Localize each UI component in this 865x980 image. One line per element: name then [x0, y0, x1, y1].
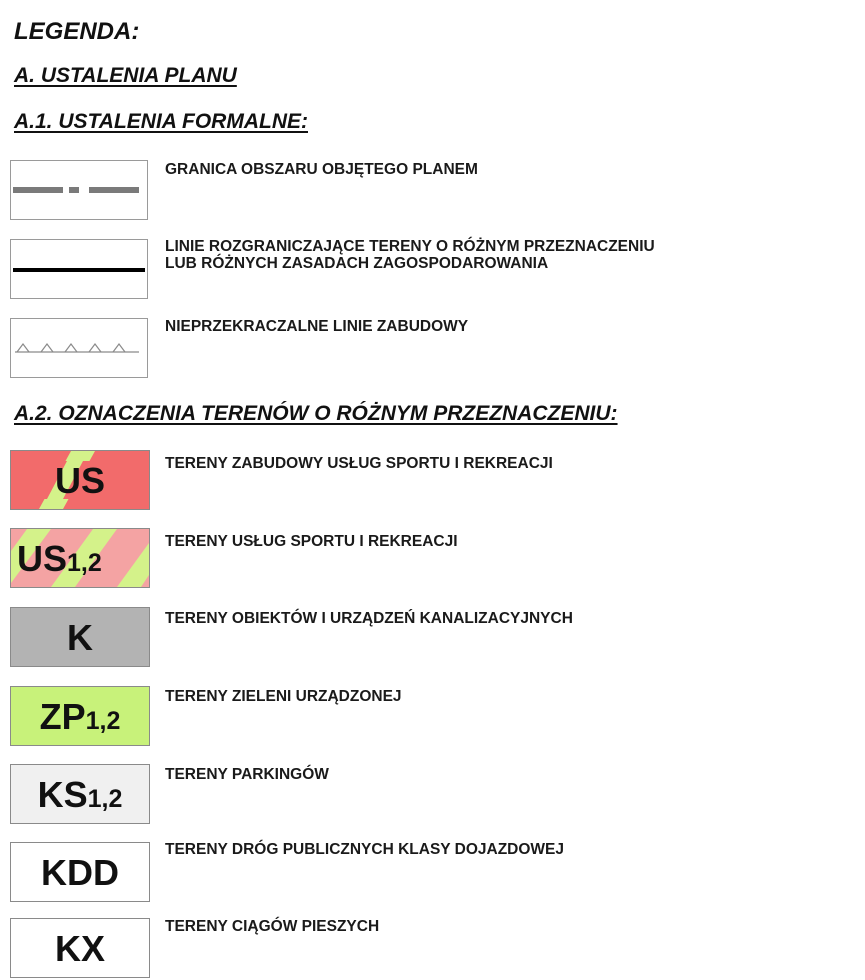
zone-us-symbol	[10, 450, 150, 510]
building-line-swatch	[10, 318, 148, 378]
zone-k-symbol	[10, 607, 150, 667]
demarcation-line-swatch	[10, 239, 148, 299]
plan-boundary-swatch	[10, 160, 148, 220]
zone-kx-label: TERENY CIĄGÓW PIESZYCH	[165, 918, 380, 935]
section-a2-heading: A.2. OZNACZENIA TERENÓW O RÓŻNYM PRZEZNACZENIU:	[14, 402, 618, 425]
zone-us12-symbol	[10, 528, 150, 588]
dashed-boundary-line-icon	[11, 161, 147, 219]
demarcation-line-label-line1: LINIE ROZGRANICZAJĄCE TERENY O RÓŻNYM PRZEZNACZENIU	[165, 238, 655, 255]
triangle-line-icon	[11, 319, 147, 377]
zone-us-label: TERENY ZABUDOWY USŁUG SPORTU I REKREACJI	[165, 455, 553, 472]
section-a-heading: A. USTALENIA PLANU	[14, 64, 237, 87]
zone-kdd-code: KDD	[41, 852, 119, 893]
demarcation-line-label-line2: LUB RÓŻNYCH ZASADACH ZAGOSPODAROWANIA	[165, 255, 549, 272]
zone-us12-code: US1,2	[17, 538, 102, 579]
zone-kdd-symbol	[10, 842, 150, 902]
zone-ks12-label: TERENY PARKINGÓW	[165, 766, 329, 783]
section-a1-heading: A.1. USTALENIA FORMALNE:	[14, 110, 308, 133]
zone-ks12-code: KS1,2	[37, 774, 123, 815]
zone-zp12-label: TERENY ZIELENI URZĄDZONEJ	[165, 688, 402, 705]
legend-title: LEGENDA:	[14, 18, 140, 45]
solid-line-icon	[11, 240, 147, 298]
zone-k-code: K	[67, 617, 93, 658]
plan-boundary-label: GRANICA OBSZARU OBJĘTEGO PLANEM	[165, 161, 478, 178]
building-line-label: NIEPRZEKRACZALNE LINIE ZABUDOWY	[165, 318, 469, 335]
demarcation-line-label	[165, 238, 655, 272]
zone-k-label: TERENY OBIEKTÓW I URZĄDZEŃ KANALIZACYJNYCH	[165, 610, 573, 627]
zone-ks12-symbol	[10, 764, 150, 824]
zone-us-code: US	[54, 460, 105, 501]
zone-zp12-code: ZP1,2	[39, 696, 121, 737]
zone-zp12-symbol	[10, 686, 150, 746]
zone-kx-symbol	[10, 918, 150, 978]
zone-kdd-label: TERENY DRÓG PUBLICZNYCH KLASY DOJAZDOWEJ	[165, 841, 565, 858]
zone-kx-code: KX	[54, 928, 105, 969]
zone-us12-label: TERENY USŁUG SPORTU I REKREACJI	[165, 533, 458, 550]
